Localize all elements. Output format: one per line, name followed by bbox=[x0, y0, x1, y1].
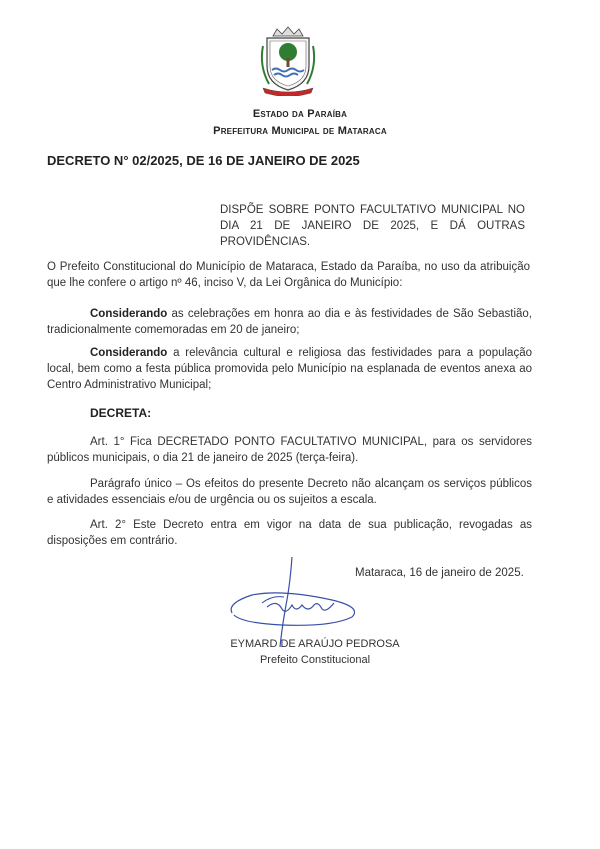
article-2: Art. 2° Este Decreto entra em vigor na data de sua publicação, revogadas as disposições em contrário. bbox=[47, 519, 532, 547]
decree-summary: DISPÕE SOBRE PONTO FACULTATIVO MUNICIPAL NO DIA 21 DE JANEIRO DE 2025, E DÁ OUTRAS PROVIDÊNCIAS. bbox=[220, 204, 525, 248]
considerando-2-text: a relevância cultural e religiosa das festividades para a população local, bem como a festa pública promovida pelo Município na esplanada de eventos anexa ao Centro Administrativo Municipal; bbox=[47, 347, 532, 391]
considerando-1-label: Considerando bbox=[90, 308, 168, 320]
decreta-heading: DECRETA: bbox=[90, 406, 152, 420]
sole-paragraph: Parágrafo único – Os efeitos do presente Decreto não alcançam os serviços públicos e atividades essenciais e/ou de urgência ou os sujeitos a escala. bbox=[47, 478, 532, 506]
header-state: Estado da Paraíba bbox=[252, 108, 348, 120]
municipal-coat-of-arms-icon bbox=[255, 26, 321, 96]
decree-title: DECRETO N° 02/2025, DE 16 DE JANEIRO DE 2025 bbox=[47, 153, 360, 168]
header-municipality: Prefeitura Municipal de Mataraca bbox=[213, 125, 387, 137]
preamble-paragraph bbox=[47, 259, 530, 291]
considerando-1-paragraph bbox=[47, 306, 532, 338]
considerando-1-text: as celebrações em honra ao dia e às festividades de São Sebastião, tradicionalmente comemoradas em 20 de janeiro; bbox=[47, 308, 532, 336]
place-and-date: Mataraca, 16 de janeiro de 2025. bbox=[355, 567, 524, 579]
signatory-role: Prefeito Constitucional bbox=[259, 654, 371, 666]
article-1: Art. 1° Fica DECRETADO PONTO FACULTATIVO MUNICIPAL, para os servidores públicos municipais, o dia 21 de janeiro de 2025 (terça-feira). bbox=[47, 436, 532, 464]
preamble-text: O Prefeito Constitucional do Município de Mataraca, Estado da Paraíba, no uso da atribuição que lhe confere o artigo nº 46, inciso V, da Lei Orgânica do Município: bbox=[47, 261, 530, 289]
considerando-2-label: Considerando bbox=[90, 347, 168, 359]
signatory-name: EYMARD DE ARAÚJO PEDROSA bbox=[230, 638, 400, 650]
considerando-2-paragraph bbox=[47, 345, 532, 393]
